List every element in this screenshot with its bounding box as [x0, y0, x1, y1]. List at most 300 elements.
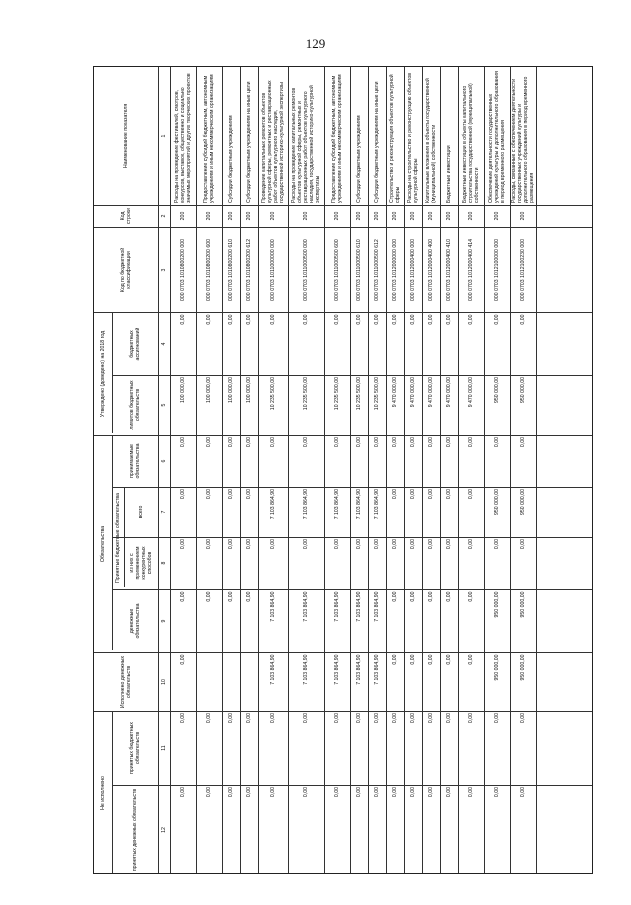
header-monetary-cell: [112, 589, 158, 652]
row-c7-cell: [510, 487, 536, 537]
row-c4: 0,00: [468, 314, 474, 325]
row-code: 200: [228, 211, 234, 221]
row-c8: 0,00: [428, 539, 434, 550]
row-c4: 0,00: [428, 314, 434, 325]
grid-line: [94, 711, 592, 712]
row-c12: 0,00: [468, 787, 474, 798]
row-c6-cell: [222, 435, 240, 487]
row-c11: 0,00: [446, 713, 452, 724]
row-c5-cell: [368, 375, 386, 435]
row-c8-cell: [350, 537, 368, 589]
row-c10: 7 103 864,90: [374, 654, 380, 685]
grid-line: [170, 67, 171, 873]
row-c11: 0,00: [246, 713, 252, 724]
column-number: 5: [161, 403, 167, 407]
row-c4: 0,00: [494, 314, 500, 325]
row-kbk: 000 0703 1011000000 000: [270, 238, 276, 301]
row-c11-cell: [386, 711, 404, 785]
grid-line: [94, 205, 592, 206]
row-c8: 0,00: [494, 539, 500, 550]
row-c11-cell: [422, 711, 440, 785]
row-c10-cell: [222, 652, 240, 711]
row-c12: 0,00: [374, 787, 380, 798]
approved-group-label: Утверждено (доведено) на 2018 год: [100, 330, 106, 417]
row-code: 200: [520, 211, 526, 221]
row-c12-cell: [350, 785, 368, 875]
row-name: Бюджетные инвестиции: [446, 145, 452, 203]
row-kbk: 000 0703 1011000500 610: [356, 238, 362, 301]
column-number-cell: [158, 785, 170, 875]
row-c10-cell: [404, 652, 422, 711]
row-c7-cell: [196, 487, 222, 537]
row-code-cell: [288, 205, 324, 227]
row-c7-cell: [324, 487, 350, 537]
row-c12-cell: [288, 785, 324, 875]
row-c8: 0,00: [468, 539, 474, 550]
row-c8-cell: [386, 537, 404, 589]
row-kbk-cell: [350, 227, 368, 312]
row-c10: 0,00: [428, 654, 434, 665]
row-c10-cell: [484, 652, 510, 711]
header-not-exec-budget: принятых бюджетных обязательств: [129, 722, 141, 774]
row-c12: 0,00: [446, 787, 452, 798]
row-c11-cell: [258, 711, 288, 785]
row-kbk-cell: [458, 227, 484, 312]
row-c11-cell: [458, 711, 484, 785]
row-c4: 0,00: [270, 314, 276, 325]
row-c9-cell: [386, 589, 404, 652]
row-c11-cell: [288, 711, 324, 785]
row-c6-cell: [258, 435, 288, 487]
row-c9: 7 103 864,90: [374, 591, 380, 622]
column-number-cell: [158, 589, 170, 652]
row-name: Субсидии бюджетным учреждениям: [228, 115, 234, 203]
row-code: 200: [303, 211, 309, 221]
column-number-cell: [158, 487, 170, 537]
column-number: 10: [161, 678, 167, 685]
row-c11-cell: [170, 711, 196, 785]
row-c4-cell: [440, 312, 458, 375]
row-name-cell: [422, 67, 440, 205]
row-c6-cell: [324, 435, 350, 487]
header-accepted-cell: [112, 435, 158, 487]
row-c12: 0,00: [228, 787, 234, 798]
row-c12-cell: [484, 785, 510, 875]
row-c7-cell: [484, 487, 510, 537]
accepted-budget-group-label-cell: [112, 487, 124, 589]
row-c7-cell: [368, 487, 386, 537]
row-c6-cell: [404, 435, 422, 487]
row-c5-cell: [240, 375, 258, 435]
row-c9: 0,00: [410, 591, 416, 602]
row-c10-cell: [258, 652, 288, 711]
column-number-cell: [158, 227, 170, 312]
row-kbk-cell: [510, 227, 536, 312]
row-c4-cell: [324, 312, 350, 375]
row-c11-cell: [240, 711, 258, 785]
row-c5: 950 000,00: [520, 377, 526, 403]
row-c12-cell: [240, 785, 258, 875]
row-c10-cell: [510, 652, 536, 711]
row-c11: 0,00: [494, 713, 500, 724]
row-kbk-cell: [222, 227, 240, 312]
row-c5: 100 000,00: [246, 377, 252, 403]
row-c7: 7 103 864,90: [270, 489, 276, 520]
column-number-cell: [158, 652, 170, 711]
row-c7-cell: [458, 487, 484, 537]
row-name-cell: [386, 67, 404, 205]
row-c10-cell: [196, 652, 222, 711]
row-code: 200: [446, 211, 452, 221]
row-kbk: 000 0703 1012100000 000: [494, 238, 500, 301]
row-c9: 0,00: [246, 591, 252, 602]
row-c9-cell: [258, 589, 288, 652]
row-c5: 10 235 500,00: [303, 377, 309, 411]
row-c8-cell: [404, 537, 422, 589]
row-c11-cell: [404, 711, 422, 785]
row-c11-cell: [324, 711, 350, 785]
column-number: 8: [161, 561, 167, 565]
row-name-cell: [440, 67, 458, 205]
row-c12-cell: [386, 785, 404, 875]
row-c9: 7 103 864,90: [356, 591, 362, 622]
grid-line: [94, 652, 592, 653]
row-c6: 0,00: [356, 437, 362, 448]
row-c5-cell: [258, 375, 288, 435]
column-number: 9: [161, 619, 167, 622]
row-kbk: 000 0703 1012000400 000: [410, 238, 416, 301]
row-c11-cell: [484, 711, 510, 785]
header-competitive-cell: [124, 537, 158, 589]
row-c5-cell: [440, 375, 458, 435]
row-c6: 0,00: [494, 437, 500, 448]
row-c10-cell: [422, 652, 440, 711]
row-c9: 7 103 864,90: [270, 591, 276, 622]
row-c10: 7 103 864,90: [356, 654, 362, 685]
row-c5-cell: [404, 375, 422, 435]
row-c4-cell: [196, 312, 222, 375]
row-c11: 0,00: [356, 713, 362, 724]
row-c12: 0,00: [356, 787, 362, 798]
row-c12-cell: [440, 785, 458, 875]
row-code-cell: [404, 205, 422, 227]
row-name-cell: [368, 67, 386, 205]
row-c5-cell: [222, 375, 240, 435]
row-code: 200: [374, 211, 380, 221]
row-c6: 0,00: [180, 437, 186, 448]
row-code: 200: [180, 211, 186, 221]
row-c7: 0,00: [206, 489, 212, 500]
row-c4: 0,00: [303, 314, 309, 325]
row-c6: 0,00: [446, 437, 452, 448]
grid-line: [112, 785, 592, 786]
row-c11: 0,00: [270, 713, 276, 724]
row-c7: 0,00: [180, 489, 186, 500]
row-code-cell: [258, 205, 288, 227]
obligations-group-label-cell: [94, 435, 112, 652]
row-kbk: 000 0703 1010800200 600: [206, 238, 212, 301]
row-c11: 0,00: [520, 713, 526, 724]
row-code: 200: [206, 211, 212, 221]
row-c11: 0,00: [206, 713, 212, 724]
row-c7: 950 000,00: [494, 489, 500, 515]
row-c4-cell: [386, 312, 404, 375]
row-code: 200: [356, 211, 362, 221]
column-number: 6: [161, 459, 167, 463]
row-code-cell: [440, 205, 458, 227]
row-code: 200: [270, 211, 276, 221]
grid-line: [112, 487, 592, 488]
row-c7-cell: [288, 487, 324, 537]
row-code-cell: [422, 205, 440, 227]
header-total-cell: [124, 487, 158, 537]
row-c6: 0,00: [428, 437, 434, 448]
row-c8: 0,00: [303, 539, 309, 550]
row-c5: 10 235 500,00: [356, 377, 362, 411]
row-c12: 0,00: [392, 787, 398, 798]
row-c8-cell: [422, 537, 440, 589]
row-kbk: 000 0703 1010800200 610: [228, 238, 234, 301]
row-c8-cell: [510, 537, 536, 589]
row-c8: 0,00: [246, 539, 252, 550]
row-c5-cell: [350, 375, 368, 435]
header-executed-cell: [94, 652, 158, 711]
row-c9: 0,00: [428, 591, 434, 602]
row-c8-cell: [440, 537, 458, 589]
row-c4-cell: [258, 312, 288, 375]
row-c8: 0,00: [180, 539, 186, 550]
row-c6-cell: [484, 435, 510, 487]
column-number-cell: [158, 435, 170, 487]
header-name-cell: [94, 67, 158, 205]
column-number: 1: [161, 134, 167, 138]
row-c12-cell: [510, 785, 536, 875]
header-kbk-cell: [94, 227, 158, 312]
row-c6: 0,00: [228, 437, 234, 448]
row-c9-cell: [422, 589, 440, 652]
row-c4: 0,00: [180, 314, 186, 325]
row-c8: 0,00: [410, 539, 416, 550]
row-name: Капитальные вложения в объекты государственной (муниципальной) собственности: [425, 78, 437, 203]
row-c5: 9 470 000,00: [392, 377, 398, 408]
row-c4-cell: [350, 312, 368, 375]
column-number: 12: [161, 827, 167, 833]
column-number-cell: [158, 205, 170, 227]
row-c7-cell: [170, 487, 196, 537]
row-c9: 0,00: [446, 591, 452, 602]
header-limits-cell: [112, 375, 158, 435]
row-c5-cell: [196, 375, 222, 435]
row-kbk-cell: [196, 227, 222, 312]
header-executed: Исполнено денежных обязательств: [120, 655, 132, 708]
row-c9: 0,00: [228, 591, 234, 602]
row-c8: 0,00: [446, 539, 452, 550]
row-code-cell: [222, 205, 240, 227]
row-c9-cell: [324, 589, 350, 652]
row-c9-cell: [368, 589, 386, 652]
grid-line: [112, 312, 113, 433]
row-c7-cell: [222, 487, 240, 537]
grid-line: [112, 589, 592, 590]
header-kbk: Код по бюджетной классификации: [120, 247, 132, 292]
column-number: 3: [161, 268, 167, 271]
row-c12: 0,00: [180, 787, 186, 798]
row-c4-cell: [510, 312, 536, 375]
row-code: 200: [428, 211, 434, 221]
row-c11-cell: [510, 711, 536, 785]
row-name: Проведение капитальных ремонтов объектов культурной сферы, ремонтных и реставрационных работ объектов культурного наследия, государственной историко-культурной экспертизы: [261, 80, 285, 203]
row-c6-cell: [422, 435, 440, 487]
row-c8-cell: [324, 537, 350, 589]
row-c11: 0,00: [228, 713, 234, 724]
budget-table: [93, 66, 593, 874]
header-assignments-cell: [112, 312, 158, 375]
row-c7-cell: [258, 487, 288, 537]
row-c5: 100 000,00: [180, 377, 186, 403]
row-c8-cell: [368, 537, 386, 589]
row-name: Субсидии бюджетным учреждениям на иные цели: [374, 81, 380, 203]
row-name: Расходы на проведение капитальных ремонтов объектов культурной сферы, ремонтных и реставрационных работ объектов культурного наследия, государственной историко-культурной экспертизы: [291, 85, 321, 203]
row-name-cell: [510, 67, 536, 205]
row-c8-cell: [484, 537, 510, 589]
row-c10-cell: [170, 652, 196, 711]
row-c11: 0,00: [180, 713, 186, 724]
row-c12-cell: [422, 785, 440, 875]
row-c12-cell: [222, 785, 240, 875]
row-name-cell: [484, 67, 510, 205]
row-c8: 0,00: [206, 539, 212, 550]
row-c8: 0,00: [334, 539, 340, 550]
row-c6-cell: [386, 435, 404, 487]
row-c5-cell: [324, 375, 350, 435]
column-number: 11: [161, 745, 167, 751]
row-c6: 0,00: [246, 437, 252, 448]
row-c10: 7 103 864,90: [303, 654, 309, 685]
grid-line: [158, 67, 159, 873]
header-not-exec-monetary: принятых денежных обязательств: [132, 788, 138, 872]
row-c4: 0,00: [334, 314, 340, 325]
row-c11-cell: [196, 711, 222, 785]
row-c10: 0,00: [468, 654, 474, 665]
row-c7-cell: [350, 487, 368, 537]
row-c9-cell: [288, 589, 324, 652]
row-c6: 0,00: [392, 437, 398, 448]
row-c6-cell: [350, 435, 368, 487]
row-c7: 0,00: [428, 489, 434, 500]
header-accepted: принимаемые обязательства: [129, 443, 141, 479]
row-c4: 0,00: [410, 314, 416, 325]
row-c7: 7 103 864,90: [356, 489, 362, 520]
row-c4: 0,00: [356, 314, 362, 325]
row-code-cell: [324, 205, 350, 227]
row-c7: 0,00: [410, 489, 416, 500]
grid-line: [94, 227, 592, 228]
row-c7: 0,00: [468, 489, 474, 500]
grid-line: [112, 711, 113, 873]
header-code-cell: [94, 205, 158, 227]
row-c9: 0,00: [392, 591, 398, 602]
row-c4-cell: [458, 312, 484, 375]
row-c4: 0,00: [374, 314, 380, 325]
row-code-cell: [510, 205, 536, 227]
header-limits: лимитов бюджетных обязательств: [129, 380, 141, 430]
row-c11: 0,00: [334, 713, 340, 724]
row-c9: 7 103 864,90: [334, 591, 340, 622]
row-kbk-cell: [368, 227, 386, 312]
row-c6: 0,00: [270, 437, 276, 448]
row-name-cell: [170, 67, 196, 205]
row-c6: 0,00: [374, 437, 380, 448]
row-c12: 0,00: [494, 787, 500, 798]
row-c4: 0,00: [228, 314, 234, 325]
row-c6-cell: [368, 435, 386, 487]
row-name-cell: [240, 67, 258, 205]
row-code-cell: [196, 205, 222, 227]
row-c6: 0,00: [468, 437, 474, 448]
row-c5-cell: [458, 375, 484, 435]
row-name-cell: [404, 67, 422, 205]
row-c10: 0,00: [446, 654, 452, 665]
row-kbk-cell: [386, 227, 404, 312]
row-c8: 0,00: [270, 539, 276, 550]
row-c11: 0,00: [303, 713, 309, 724]
row-kbk-cell: [170, 227, 196, 312]
column-number-cell: [158, 537, 170, 589]
row-c12-cell: [458, 785, 484, 875]
row-code-cell: [368, 205, 386, 227]
row-c10-cell: [458, 652, 484, 711]
row-kbk: 000 0703 1010800200 000: [180, 238, 186, 301]
row-code-cell: [170, 205, 196, 227]
row-kbk-cell: [324, 227, 350, 312]
approved-group-label-cell: [94, 312, 112, 435]
header-assignments: бюджетных ассигнований: [129, 327, 141, 360]
row-c6: 0,00: [410, 437, 416, 448]
row-c5: 10 235 500,00: [374, 377, 380, 411]
row-c12-cell: [368, 785, 386, 875]
row-kbk-cell: [288, 227, 324, 312]
row-c6-cell: [458, 435, 484, 487]
row-name-cell: [222, 67, 240, 205]
row-name: Расходы на строительство и реконструкцию объектов культурной сферы: [407, 73, 419, 203]
row-kbk: 000 0703 1012100230 000: [520, 238, 526, 301]
row-c4: 0,00: [392, 314, 398, 325]
row-c7-cell: [404, 487, 422, 537]
row-c5: 950 000,00: [494, 377, 500, 403]
row-c10-cell: [324, 652, 350, 711]
row-c8-cell: [258, 537, 288, 589]
row-code: 200: [410, 211, 416, 221]
row-c5: 100 000,00: [206, 377, 212, 403]
row-c12: 0,00: [520, 787, 526, 798]
row-c12-cell: [404, 785, 422, 875]
row-c9-cell: [222, 589, 240, 652]
row-kbk-cell: [484, 227, 510, 312]
header-name: Наименование показателя: [123, 103, 129, 169]
row-c11: 0,00: [374, 713, 380, 724]
row-c5: 9 470 000,00: [410, 377, 416, 408]
row-c7-cell: [240, 487, 258, 537]
row-kbk: 000 0703 1012000400 400: [428, 238, 434, 301]
row-code-cell: [484, 205, 510, 227]
column-number-cell: [158, 67, 170, 205]
row-c7-cell: [440, 487, 458, 537]
column-number-cell: [158, 375, 170, 435]
row-kbk: 000 0703 1011000500 612: [374, 238, 380, 301]
row-c12: 0,00: [410, 787, 416, 798]
row-c8-cell: [288, 537, 324, 589]
row-kbk: 000 0703 1010800200 612: [246, 238, 252, 301]
